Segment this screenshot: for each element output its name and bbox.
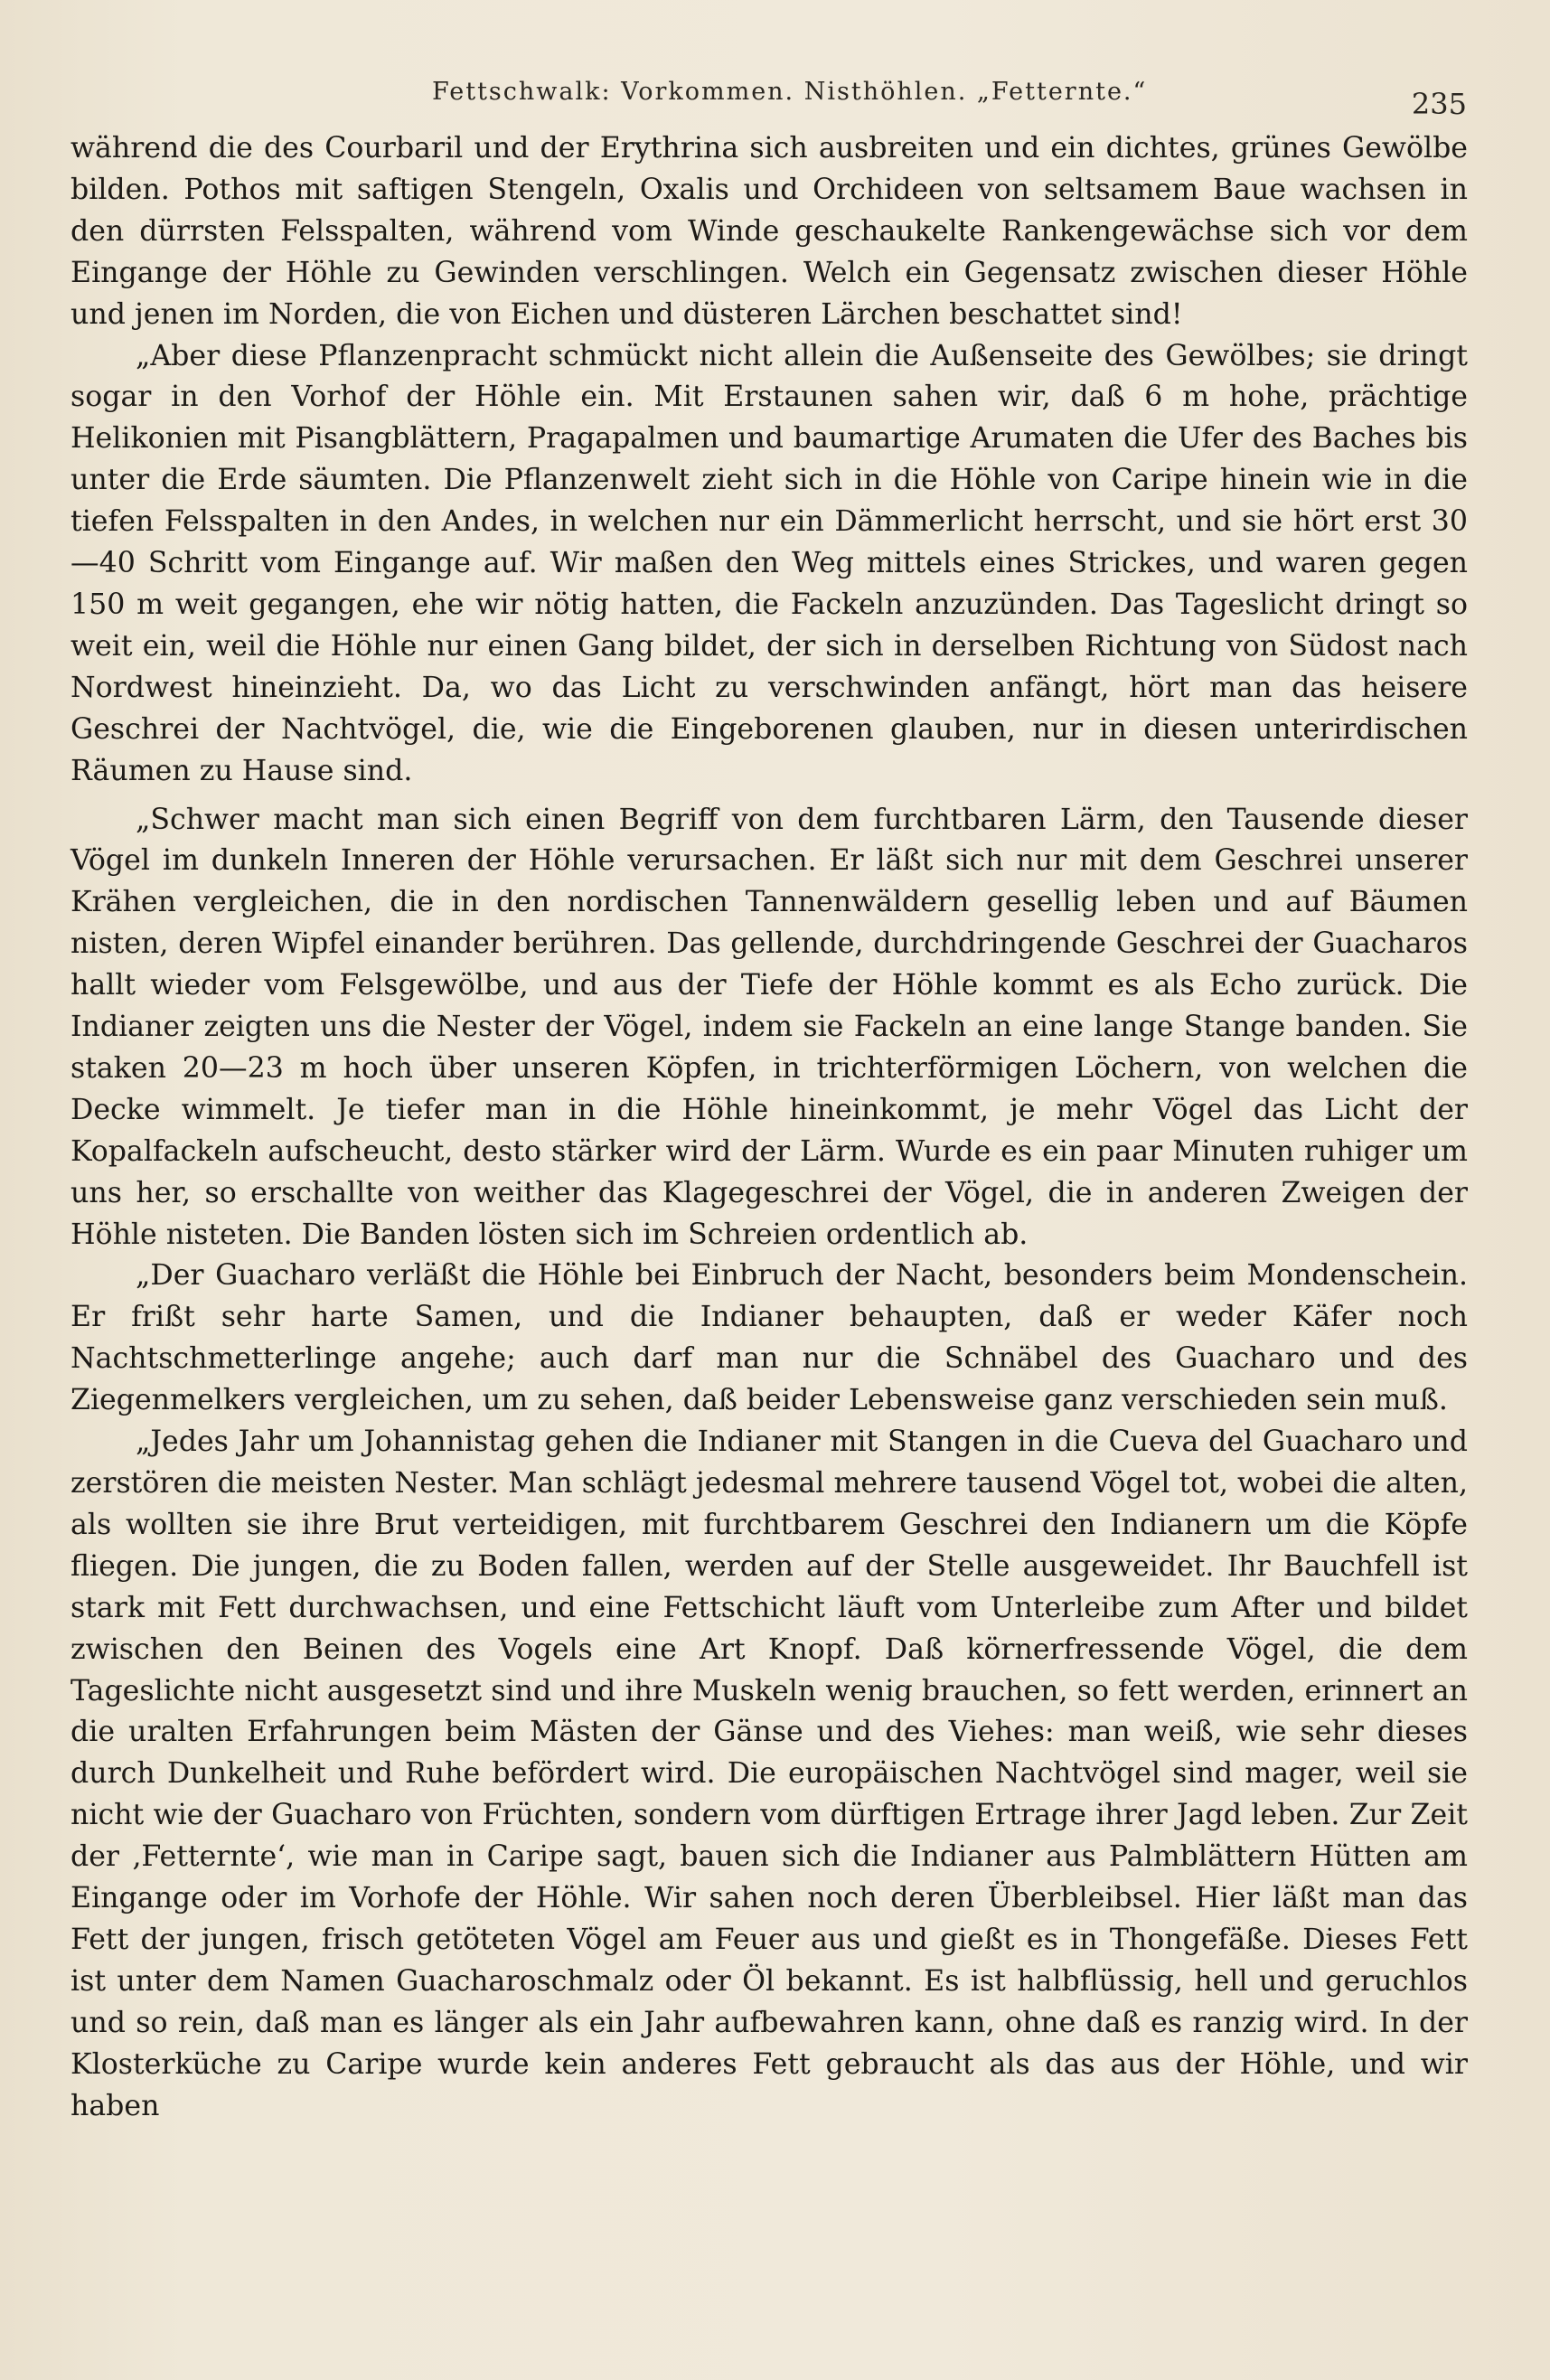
paragraph-4: „Der Guacharo verläßt die Höhle bei Einbruch der Nacht, besonders beim Mondenschein. Er frißt sehr harte Samen, und die Indianer behaupten, daß er weder Käfer noch Nachtschmetterlinge angehe; auch darf man nur die Schnäbel des Guacharo und des Ziegenmelkers vergleichen, um zu sehen, daß beider Lebensweise ganz verschieden sein muß. [70,1259,1468,1417]
page-number: 235 [1411,87,1467,121]
running-head: Fettschwalk: Vorkommen. Nisthöhlen. „Fetternte.“ [432,78,1148,106]
page-header [70,74,1467,119]
paragraph-2: „Aber diese Pflanzenpracht schmückt nicht allein die Außenseite des Gewölbes; sie dringt sogar in den Vorhof der Höhle ein. Mit Erstaunen sahen wir, daß 6 m hohe, prächtige Helikonien mit Pisangblättern, Pragapalmen und baumartige Arumaten die Ufer des Baches bis unter die Erde säumten. Die Pflanzenwelt zieht sich in die Höhle von Caripe hinein wie in die tiefen Felsspalten in den Andes, in welchen nur ein Dämmerlicht herrscht, und sie hört erst 30—40 Schritt vom Eingange auf. Wir maßen den Weg mittels eines Strickes, und waren gegen 150 m weit gegangen, ehe wir nötig hatten, die Fackeln anzuzünden. Das Tageslicht dringt so weit ein, weil die Höhle nur einen Gang bildet, der sich in derselben Richtung von Südost nach Nordwest hineinzieht. Da, wo das Licht zu verschwinden anfängt, hört man das heisere Geschrei der Nachtvögel, die, wie die Eingeborenen glauben, nur in diesen unterirdischen Räumen zu Hause sind. [70,339,1468,787]
paragraph-1: während die des Courbaril und der Erythrina sich ausbreiten und ein dichtes, grünes Gewölbe bilden. Pothos mit saftigen Stengeln, Oxalis und Orchideen von seltsamem Baue wachsen in den dürrsten Felsspalten, während vom Winde geschaukelte Rankengewächse sich vor dem Eingange der Höhle zu Gewinden verschlingen. Welch ein Gegensatz zwischen dieser Höhle und jenen im Norden, die von Eichen und düsteren Lärchen beschattet sind! [70,132,1468,331]
body-text [70,128,1468,2128]
paragraph-3: „Schwer macht man sich einen Begriff von dem furchtbaren Lärm, den Tausende dieser Vögel im dunkeln Inneren der Höhle verursachen. Er läßt sich nur mit dem Geschrei unserer Krähen vergleichen, die in den nordischen Tannenwäldern gesellig leben und auf Bäumen nisten, deren Wipfel einander berühren. Das gellende, durchdringende Geschrei der Guacharos hallt wieder vom Felsgewölbe, und aus der Tiefe der Höhle kommt es als Echo zurück. Die Indianer zeigten uns die Nester der Vögel, indem sie Fackeln an eine lange Stange banden. Sie staken 20—23 m hoch über unseren Köpfen, in trichterförmigen Löchern, von welchen die Decke wimmelt. Je tiefer man in die Höhle hineinkommt, je mehr Vögel das Licht der Kopalfackeln aufscheucht, desto stärker wird der Lärm. Wurde es ein paar Minuten ruhiger um uns her, so erschallte von weither das Klagegeschrei der Vögel, die in anderen Zweigen der Höhle nisteten. Die Banden lösten sich im Schreien ordentlich ab. [70,803,1468,1251]
paragraph-5: „Jedes Jahr um Johannistag gehen die Indianer mit Stangen in die Cueva del Guacharo und zerstören die meisten Nester. Man schlägt jedesmal mehrere tausend Vögel tot, wobei die alten, als wollten sie ihre Brut verteidigen, mit furchtbarem Geschrei den Indianern um die Köpfe fliegen. Die jungen, die zu Boden fallen, werden auf der Stelle ausgeweidet. Ihr Bauchfell ist stark mit Fett durchwachsen, und eine Fettschicht läuft vom Unterleibe zum After und bildet zwischen den Beinen des Vogels eine Art Knopf. Daß körnerfressende Vögel, die dem Tageslichte nicht ausgesetzt sind und ihre Muskeln wenig brauchen, so fett werden, erinnert an die uralten Erfahrungen beim Mästen der Gänse und des Viehes: man weiß, wie sehr dieses durch Dunkelheit und Ruhe befördert wird. Die europäischen Nachtvögel sind mager, weil sie nicht wie der Guacharo von Früchten, sondern vom dürftigen Ertrage ihrer Jagd leben. Zur Zeit der ‚Fetternte‘, wie man in Caripe sagt, bauen sich die Indianer aus Palmblättern Hütten am Eingange oder im Vorhofe der Höhle. Wir sahen noch deren Überbleibsel. Hier läßt man das Fett der jungen, frisch getöteten Vögel am Feuer aus und gießt es in Thongefäße. Dieses Fett ist unter dem Namen Guacharoschmalz oder Öl bekannt. Es ist halbflüssig, hell und geruchlos und so rein, daß man es länger als ein Jahr aufbewahren kann, ohne daß es ranzig wird. In der Klosterküche zu Caripe wurde kein anderes Fett gebraucht als das aus der Höhle, und wir haben [70,1425,1468,2122]
